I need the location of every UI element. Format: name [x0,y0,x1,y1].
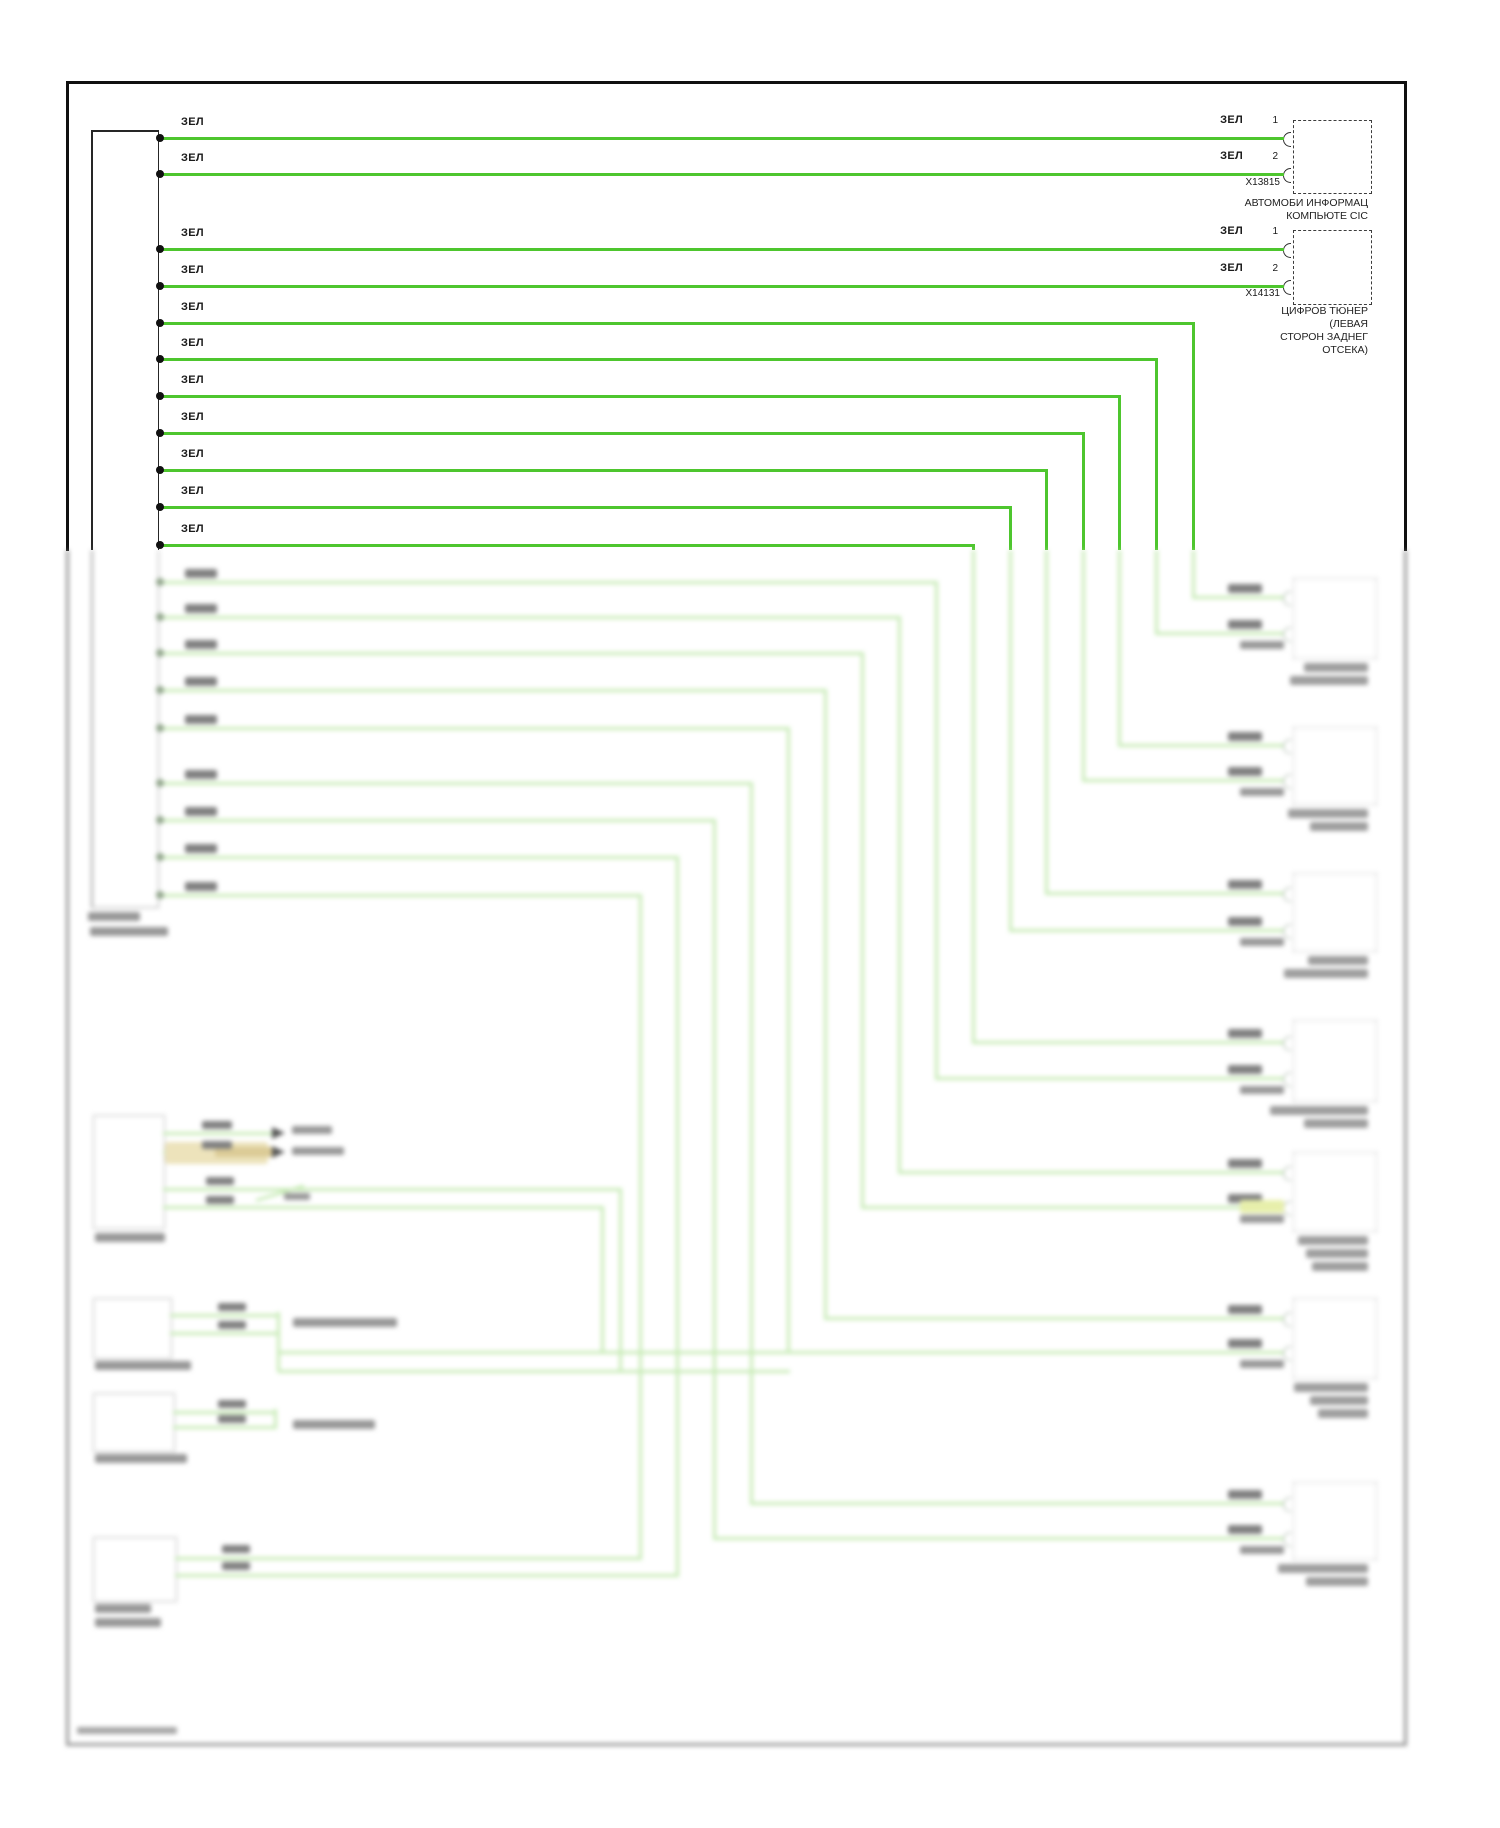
pin-number: 1 [1272,226,1278,237]
blurred-text-placeholder [215,1147,273,1157]
blurred-text-placeholder [1240,1360,1284,1368]
connector-name-line: КОМПЬЮТЕ CIC [1286,210,1368,222]
blurred-text-placeholder [1228,880,1262,889]
wire-color-label: ЗЕЛ [181,264,204,276]
wire-green-segment [160,652,864,655]
bus-junction-dot [156,686,164,694]
wire-green-segment [824,690,827,1320]
blurred-text-placeholder [90,927,168,936]
wire-color-label: ЗЕЛ [181,301,204,313]
blurred-text-placeholder [185,604,217,613]
page-border-top [66,81,1407,84]
bus-junction-dot [156,724,164,732]
wire-green-segment [160,544,975,547]
wire-green-segment [601,1207,604,1354]
wire-green-segment [163,1188,622,1191]
blurred-text-placeholder [1240,1215,1284,1223]
blurred-text-placeholder [1228,1305,1262,1314]
blurred-text-placeholder [1228,584,1262,593]
bus-box-right [158,130,160,550]
blurred-component-box [93,1393,175,1452]
wire-green-segment [788,1351,1284,1354]
wire-color-label: ЗЕЛ [1220,114,1243,126]
wire-green-segment [619,1189,622,1373]
blurred-text-placeholder [1228,917,1262,926]
wire-green-segment [713,820,716,1540]
pin-socket-icon [1283,887,1291,902]
blurred-text-placeholder [95,1233,165,1242]
pin-socket-icon [1283,924,1291,939]
pin-socket-icon [1283,168,1291,183]
wire-green-segment [163,1151,272,1154]
wire-green-segment [1082,550,1085,782]
bus-box-right [158,550,160,908]
wire-color-label: ЗЕЛ [181,152,204,164]
wire-green-segment [173,1426,276,1429]
wire-green-segment [170,1314,279,1317]
wire-green-segment [936,1077,1284,1080]
blurred-text-placeholder [1228,620,1262,629]
wire-green-segment [160,894,642,897]
blurred-connector-box [1293,1298,1377,1379]
wire-green-segment [160,285,1284,288]
wire-green-segment [1009,507,1012,550]
page-border-right [1404,550,1407,1746]
blurred-text-placeholder [185,715,217,724]
blurred-component-box [93,1115,165,1229]
blurred-text-placeholder [1290,676,1368,685]
blurred-text-placeholder [218,1400,246,1408]
wire-green-segment [278,1370,790,1373]
blurred-text-placeholder [95,1618,161,1627]
wire-green-segment [160,173,1284,176]
blurred-text-placeholder [1228,1525,1262,1534]
wire-green-segment [160,856,679,859]
blurred-text-placeholder [284,1193,310,1200]
wire-green-segment [1118,550,1121,747]
blurred-text-placeholder [292,1126,332,1134]
wire-green-segment [175,1557,642,1560]
wire-green-segment [1010,929,1284,932]
wire-green-segment [160,782,753,785]
blurred-text-placeholder [1310,822,1368,831]
bus-junction-dot [156,649,164,657]
bus-junction-dot [156,779,164,787]
bus-junction-dot [156,578,164,586]
wire-green-segment [160,248,1284,251]
wire-green-segment [160,727,790,730]
blurred-text-placeholder [1240,1086,1284,1094]
blurred-text-placeholder [77,1727,177,1734]
blurred-text-placeholder [1304,1119,1368,1128]
pin-socket-icon [1283,1312,1291,1327]
blurred-text-placeholder [185,640,217,649]
blurred-text-placeholder [202,1141,232,1149]
blurred-text-placeholder [1270,1106,1368,1115]
blurred-text-placeholder [1312,1262,1368,1271]
blurred-text-placeholder [1240,788,1284,796]
wire-green-segment [1155,550,1158,635]
wire-green-segment [1083,779,1284,782]
blurred-text-placeholder [218,1415,246,1423]
blurred-text-placeholder [218,1321,246,1329]
wire-green-segment [160,581,938,584]
blurred-text-placeholder [185,844,217,853]
wire-color-label: ЗЕЛ [181,374,204,386]
wire-green-segment [1119,744,1284,747]
bus-junction-dot [156,355,164,363]
blurred-text-placeholder [1240,938,1284,946]
blurred-text-placeholder [185,807,217,816]
blurred-text-placeholder [206,1196,234,1204]
blurred-text-placeholder [1288,809,1368,818]
blurred-text-placeholder [1306,1577,1368,1586]
blurred-component-box [93,1537,177,1602]
wire-green-segment [1045,550,1048,895]
blurred-text-placeholder [1278,1564,1368,1573]
blurred-text-placeholder [95,1361,191,1370]
pin-socket-icon [1283,627,1291,642]
bus-junction-dot [156,541,164,549]
blurred-text-placeholder [185,882,217,891]
blurred-connector-box [1293,1020,1377,1102]
blurred-text-placeholder [1304,663,1368,672]
pin-socket-icon [1283,1201,1291,1216]
bus-junction-dot [156,319,164,327]
wire-green-segment [160,322,1195,325]
wire-green-segment [170,1332,279,1335]
wire-green-segment [175,1574,679,1577]
blurred-text-placeholder [1306,1249,1368,1258]
wire-green-segment [750,783,753,1505]
wire-color-label: ЗЕЛ [1220,262,1243,274]
blurred-text-placeholder [95,1604,151,1613]
page-border-bottom [66,1743,1407,1746]
blurred-text-placeholder [293,1420,375,1429]
bus-junction-dot [156,429,164,437]
blurred-text-placeholder [1240,1546,1284,1554]
junction-bracket [274,1409,277,1429]
connector-name-line: ОТСЕКА) [1322,344,1368,356]
wire-green-segment [1045,470,1048,550]
wire-highlight [165,1142,268,1164]
connector-box-x14131 [1293,230,1372,305]
wire-green-segment [714,1537,1284,1540]
pin-socket-icon [1283,243,1291,258]
pin-socket-icon [1283,1346,1291,1361]
wire-green-segment [278,1351,790,1354]
blurred-text-placeholder [222,1562,250,1570]
wire-green-segment [160,358,1158,361]
blurred-connector-box [1293,727,1377,805]
blurred-text-placeholder [1228,1490,1262,1499]
blurred-text-placeholder [1228,1029,1262,1038]
wire-green-segment [676,857,679,1577]
wire-green-segment [1156,632,1284,635]
wire-green-segment [1046,892,1284,895]
bus-junction-dot [156,466,164,474]
wire-color-label: ЗЕЛ [181,485,204,497]
blurred-text-placeholder [1228,732,1262,741]
wire-green-segment [639,895,642,1560]
bus-junction-dot [156,613,164,621]
page-border-left [66,550,69,1746]
bus-junction-dot [156,245,164,253]
blurred-text-placeholder [1228,1339,1262,1348]
wire-highlight [1240,1200,1284,1213]
wire-color-label: ЗЕЛ [1220,225,1243,237]
wire-green-segment [160,689,827,692]
pin-socket-icon [1283,280,1291,295]
bus-box-bottom [91,907,158,909]
bus-junction-dot [156,503,164,511]
bus-junction-dot [156,170,164,178]
wire-green-segment [972,550,975,1044]
wire-green-segment [825,1317,1284,1320]
wire-green-segment [899,1171,1284,1174]
wire-color-label: ЗЕЛ [181,337,204,349]
blurred-text-placeholder [1228,1194,1262,1203]
blurred-text-placeholder [1228,1159,1262,1168]
bus-junction-dot [156,853,164,861]
page-border-left [66,81,69,551]
blurred-text-placeholder [1284,969,1368,978]
blurred-connector-box [1293,873,1377,952]
blurred-connector-box [1293,578,1377,659]
blurred-text-placeholder [293,1318,397,1327]
bus-box-top [91,130,159,132]
pin-number: 2 [1272,263,1278,274]
pin-socket-icon [1283,1532,1291,1547]
wire-green-segment [1192,550,1195,599]
pin-socket-icon [1283,774,1291,789]
wire-green-segment [160,432,1085,435]
blurred-text-placeholder [88,912,140,921]
wire-green-segment [898,617,901,1174]
blurred-text-placeholder [1294,1383,1368,1392]
pin-socket-icon [1283,739,1291,754]
pin-socket-icon [1283,1497,1291,1512]
blurred-text-placeholder [1228,1065,1262,1074]
wire-green-segment [160,506,1012,509]
connector-name-line: (ЛЕВАЯ [1329,318,1368,330]
blurred-text-placeholder [1240,641,1284,649]
wire-color-label: ЗЕЛ [181,116,204,128]
wire-color-label: ЗЕЛ [1220,150,1243,162]
blurred-text-placeholder [95,1454,187,1463]
connector-name-line: СТОРОН ЗАДНЕГ [1280,331,1368,343]
wire-color-label: ЗЕЛ [181,411,204,423]
blurred-component-box [93,1298,172,1359]
wire-green-segment [972,545,975,550]
wire-green-segment [160,395,1121,398]
bus-junction-dot [156,134,164,142]
pin-socket-icon [1283,1036,1291,1051]
blurred-connector-box [1293,1482,1377,1560]
pin-socket-icon [1283,132,1291,147]
pin-socket-icon [1283,1166,1291,1181]
wire-green-segment [163,1132,272,1135]
page-border-right [1404,81,1407,551]
blurred-text-placeholder [206,1177,234,1185]
blurred-text-placeholder [1310,1396,1368,1405]
pin-number: 2 [1272,151,1278,162]
wire-green-segment [1155,359,1158,550]
connector-name-line: ЦИФРОВ ТЮНЕР [1281,305,1368,317]
connector-box-x13815 [1293,120,1372,194]
blurred-text-placeholder [218,1303,246,1311]
arrow-icon [272,1127,285,1139]
connector-id: X14131 [1245,288,1280,299]
blurred-text-placeholder [202,1121,232,1129]
bus-junction-dot [156,392,164,400]
blurred-text-placeholder [1228,767,1262,776]
wire-green-segment [1082,433,1085,550]
pin-socket-icon [1283,591,1291,606]
bus-junction-dot [156,282,164,290]
wire-green-segment [1118,396,1121,550]
bus-box-left [91,550,93,908]
wire-green-segment [160,616,901,619]
wire-green-segment [1193,596,1284,599]
wire-green-segment [935,582,938,1080]
wire-color-label: ЗЕЛ [181,227,204,239]
blurred-text-placeholder [185,569,217,578]
blurred-text-placeholder [185,677,217,686]
wire-green-segment [1192,323,1195,550]
wire-green-segment [861,653,864,1209]
blurred-text-placeholder [222,1545,250,1553]
blurred-text-placeholder [1298,1236,1368,1245]
arrow-icon [272,1146,285,1158]
wire-splice [256,1184,305,1201]
blurred-connector-box [1293,1152,1377,1232]
wire-green-segment [163,1206,604,1209]
wire-green-segment [160,137,1284,140]
wire-green-segment [160,819,716,822]
blurred-text-placeholder [1318,1409,1368,1418]
bus-junction-dot [156,816,164,824]
pin-socket-icon [1283,1072,1291,1087]
pin-number: 1 [1272,115,1278,126]
wire-green-segment [973,1041,1284,1044]
blurred-text-placeholder [1308,956,1368,965]
connector-name-line: АВТОМОБИ ИНФОРМАЦ [1244,197,1368,209]
wire-green-segment [787,728,790,1354]
wire-green-segment [173,1411,276,1414]
wire-green-segment [862,1206,1284,1209]
wire-color-label: ЗЕЛ [181,523,204,535]
wire-green-segment [751,1502,1284,1505]
blurred-text-placeholder [185,770,217,779]
blurred-text-placeholder [292,1147,344,1155]
wire-green-segment [160,469,1048,472]
wire-color-label: ЗЕЛ [181,448,204,460]
bus-box-left [91,130,93,550]
junction-bracket [277,1312,280,1372]
connector-id: X13815 [1245,177,1280,188]
wire-green-segment [1009,550,1012,932]
bus-junction-dot [156,891,164,899]
